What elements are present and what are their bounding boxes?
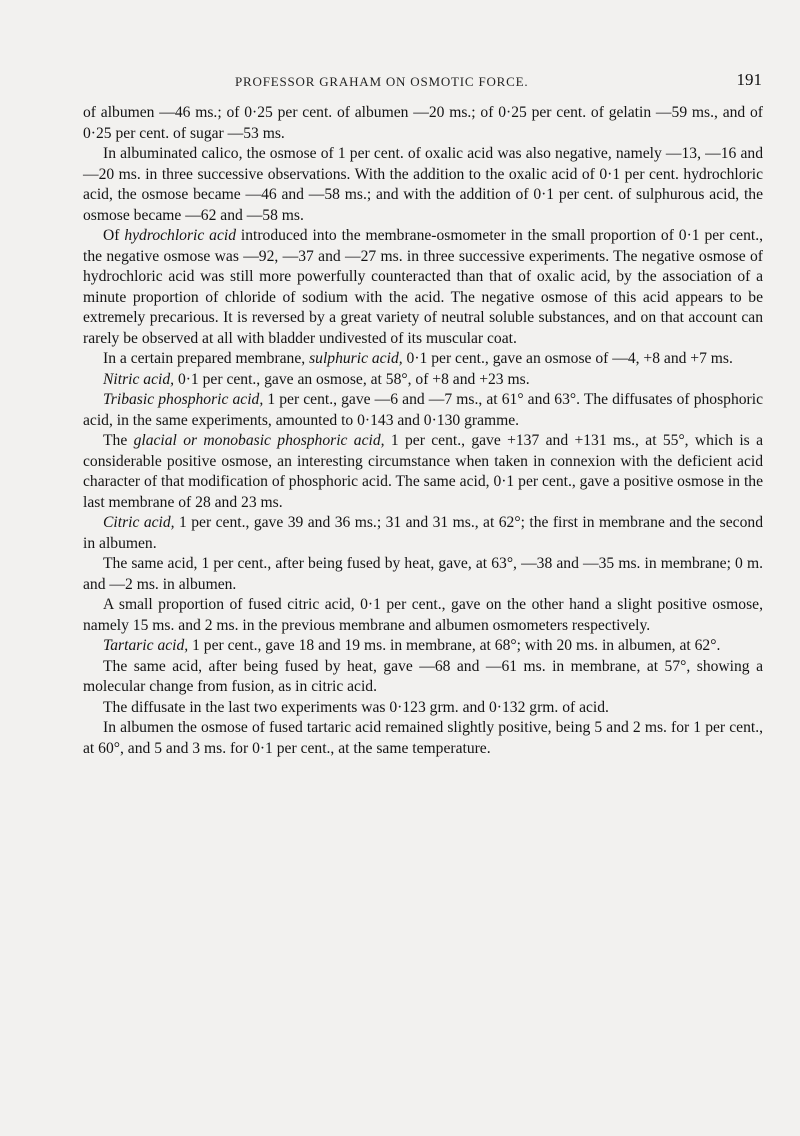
paragraph-3-text: introduced into the membrane-osmometer in the small proportion of 0·1 per cent., the negative osmose was —92, —37 and —27 ms. in three successive experiments. The negative osmose of hydrochloric acid was still more powerfully counteracted than that of oxalic acid, by the association of a minute proportion of chloride of sodium with the acid. The negative osmose of this acid appears to be extremely precarious. It is reversed by a great variety of neutral soluble substances, and on that account can rarely be observed at all with bladder undivested of its muscular coat. <box>83 227 764 347</box>
paragraph-3-pre: Of <box>103 227 125 244</box>
paragraph-7-lead: glacial or monobasic phosphoric acid, <box>133 432 385 449</box>
paragraph-6 <box>83 390 763 431</box>
body-text <box>83 103 763 759</box>
paragraph-10 <box>83 595 763 636</box>
paragraph-1-text: of albumen —46 ms.; of 0·25 per cent. of albumen —20 ms.; of 0·25 per cent. of gelatin —59 ms., and of 0·25 per cent. of sugar —53 ms. <box>83 104 763 142</box>
running-title: PROFESSOR GRAHAM ON OSMOTIC FORCE. <box>235 74 529 89</box>
paragraph-12-text: The same acid, after being fused by heat, gave —68 and —61 ms. in membrane, at 57°, showing a molecular change from fusion, as in citric acid. <box>83 657 763 695</box>
paragraph-9 <box>83 554 763 595</box>
paragraph-5-lead: Nitric acid, <box>103 370 175 388</box>
paragraph-14 <box>83 718 763 759</box>
paragraph-4-pre: In a certain prepared membrane, <box>103 350 310 367</box>
paragraph-1 <box>83 103 763 144</box>
paragraph-9-text: The same acid, 1 per cent., after being fused by heat, gave, at 63°, —38 and —35 ms. in membrane; 0 m. and —2 ms. in albumen. <box>83 555 763 593</box>
paragraph-7 <box>83 431 763 513</box>
paragraph-2-text: In albuminated calico, the osmose of 1 per cent. of oxalic acid was also negative, namely —13, —16 and —20 ms. in three successive observations. With the addition to the oxalic acid of 0·1 per cent. hydrochloric acid, the osmose became —46 and —58 ms.; and with the addition of 0·1 per cent. of sulphurous acid, the osmose became —62 and —58 ms. <box>83 145 763 224</box>
page-number: 191 <box>736 70 762 89</box>
paragraph-5 <box>83 370 763 391</box>
paragraph-4 <box>83 349 763 370</box>
paragraph-4-text: 0·1 per cent., gave an osmose of —4, +8 and +7 ms. <box>402 350 733 367</box>
paragraph-13 <box>83 698 763 719</box>
paragraph-2 <box>83 144 763 226</box>
page-header <box>75 70 762 94</box>
paragraph-4-lead: sulphuric acid, <box>309 350 403 367</box>
paragraph-12 <box>83 657 763 698</box>
paragraph-3 <box>83 226 763 349</box>
paragraph-5-text: 0·1 per cent., gave an osmose, at 58°, of +8 and +23 ms. <box>174 370 530 388</box>
paragraph-6-lead: Tribasic phosphoric acid, <box>103 391 264 408</box>
paragraph-11-text: 1 per cent., gave 18 and 19 ms. in membrane, at 68°; with 20 ms. in albumen, at 62°. <box>188 637 721 654</box>
paragraph-7-text: 1 per cent., gave +137 and +131 ms., at 55°, which is a considerable positive osmose, an interesting circumstance when taken in connexion with the deficient acid character of that modification of phosphoric acid. The same acid, 0·1 per cent., gave a positive osmose in the last membrane of 28 and 23 ms. <box>83 432 763 511</box>
paragraph-13-text: The diffusate in the last two experiments was 0·123 grm. and 0·132 grm. of acid. <box>103 698 609 716</box>
paragraph-7-pre: The <box>103 432 134 449</box>
paragraph-11 <box>83 636 763 657</box>
paragraph-10-text: A small proportion of fused citric acid, 0·1 per cent., gave on the other hand a slight positive osmose, namely 15 ms. and 2 ms. in the previous membrane and albumen osmometers respectively. <box>83 596 763 634</box>
paragraph-8-text: 1 per cent., gave 39 and 36 ms.; 31 and 31 ms., at 62°; the first in membrane and the second in albumen. <box>83 514 763 552</box>
paragraph-8-lead: Citric acid, <box>103 514 175 531</box>
paragraph-8 <box>83 513 763 554</box>
paragraph-11-lead: Tartaric acid, <box>103 637 189 654</box>
paragraph-6-text: 1 per cent., gave —6 and —7 ms., at 61° and 63°. The diffusates of phosphoric acid, in the same experiments, amounted to 0·143 and 0·130 gramme. <box>83 391 763 429</box>
paragraph-3-lead: hydrochloric acid <box>124 227 237 244</box>
paragraph-14-text: In albumen the osmose of fused tartaric acid remained slightly positive, being 5 and 2 ms. for 1 per cent., at 60°, and 5 and 3 ms. for 0·1 per cent., at the same temperature. <box>83 719 763 757</box>
